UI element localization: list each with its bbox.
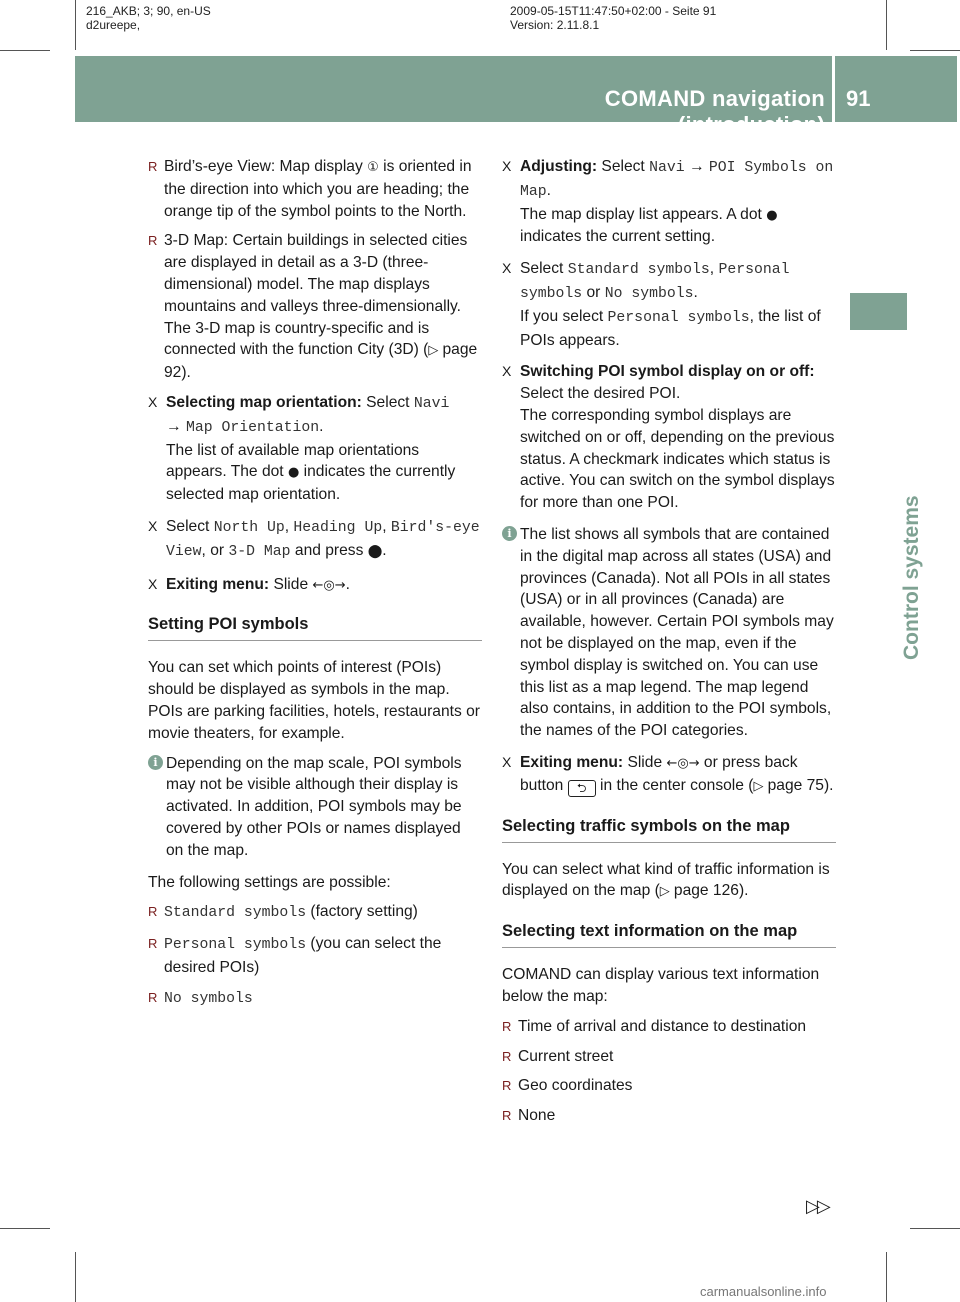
step-select-symbols [502, 258, 836, 351]
section-side-label [878, 340, 923, 660]
arrow-icon: → [166, 417, 186, 435]
step-marker-icon: X [148, 393, 158, 410]
step-marker-icon: X [502, 753, 512, 770]
page-ref-link[interactable]: page 92 [164, 341, 478, 382]
menu-item-navi: Navi [649, 160, 685, 176]
text: ). [823, 776, 834, 794]
option-north-up: North Up [213, 519, 285, 536]
option-standard-symbols: Standard symbols [567, 262, 710, 279]
bullet-marker: R [502, 1108, 512, 1124]
text: or [582, 283, 605, 301]
step-heading: Adjusting: [520, 158, 598, 175]
bullet-marker: R [148, 233, 158, 249]
option-personal-symbols: Personal symbols [164, 937, 307, 954]
step-marker-icon: X [502, 363, 512, 380]
list-item [502, 1016, 836, 1038]
option-personal-symbols: Personal symbols [520, 262, 790, 302]
text: . [693, 283, 698, 301]
text: Slide [623, 753, 667, 771]
step-adjusting [502, 156, 836, 248]
list-item [148, 933, 482, 979]
dot-icon: ● [287, 465, 300, 481]
option-no-symbols: No symbols [604, 285, 694, 302]
text: Slide [269, 575, 313, 593]
page-ref-link[interactable]: page 75 [767, 776, 824, 794]
text: , [382, 517, 391, 535]
meta-left-line1: 216_AKB; 3; 90, en-US [86, 4, 211, 18]
bullet-marker: R [502, 1078, 512, 1094]
text: None [518, 1107, 556, 1125]
list-item [502, 1075, 836, 1097]
paragraph: COMAND can display various text information below the map: [502, 966, 820, 1005]
controller-slide-icon: ←◎→ [312, 577, 346, 593]
bullet-3d-map [148, 230, 482, 384]
text: The map display list appears. A dot [520, 205, 767, 223]
meta-left-line2: d2ureepe, [86, 18, 141, 32]
print-meta-right [510, 4, 716, 32]
paragraph: The following settings are possible: [148, 873, 391, 891]
text: . [319, 417, 324, 435]
controller-press-icon: ⬤ [367, 543, 383, 559]
info-note [502, 524, 836, 742]
dot-icon: ● [766, 207, 778, 223]
list-item [148, 987, 482, 1011]
continue-icon: ▷▷ [806, 1196, 828, 1216]
page-ref-icon: ▷ [659, 884, 674, 900]
info-note [148, 753, 482, 862]
menu-item-map-orientation: Map Orientation [185, 419, 320, 436]
text: The list of available map orientations appears. The dot [166, 441, 420, 481]
bullet-marker: R [502, 1018, 512, 1034]
text: . [546, 181, 551, 199]
text: or press back button [520, 753, 798, 794]
text: Select [520, 260, 568, 278]
step-heading: Switching POI symbol display on or off: [520, 363, 815, 381]
text: , [709, 260, 719, 278]
menu-item-poi-symbols-on-map: POI Symbols on Map [520, 160, 834, 200]
text: Depending on the map scale, POI symbols may not be visible although their display is activated. In addition, POI symbols may be covered by other POIs or names displayed on the map. [166, 754, 462, 859]
list-item [502, 1046, 836, 1068]
section-heading-traffic-symbols: Selecting traffic symbols on the map [502, 816, 836, 843]
step-heading: Selecting map orientation: [166, 393, 362, 411]
text: Geo coordinates [518, 1077, 633, 1095]
text: ). [181, 364, 191, 382]
text: . [382, 541, 387, 559]
step-marker-icon: X [148, 575, 158, 592]
text: 3-D Map: Certain buildings in selected cities are displayed in detail as a 3-D (three-dimensional) model. The map displays mountains and valleys three-dimensionally. The 3-D map is country-specific and is connected with the function City (3D) ( [164, 232, 468, 359]
bullet-marker: R [148, 159, 158, 174]
text: Time of arrival and distance to destination [518, 1017, 807, 1035]
meta-right-line2: Version: 2.11.8.1 [510, 18, 600, 32]
step-marker-icon: X [148, 517, 158, 534]
text: Select [166, 517, 214, 535]
option-heading-up: Heading Up [293, 519, 383, 536]
option-standard-symbols: Standard symbols [164, 905, 307, 922]
paragraph [502, 859, 836, 904]
text: The list shows all symbols that are contained in the digital map across all states (USA) and provinces (Canada). Not all POIs in all states (USA) or in all provinces (Canada) are available, however. Certain POI symbols may not be displayed on the map, even if the symbol display is switched on. You can use this list as a map legend. The map legend also contains, in addition to the POI symbols, the names of the POI categories. [520, 525, 834, 740]
text: Select [361, 393, 414, 411]
text: Select [597, 158, 650, 175]
text: . [345, 575, 350, 593]
arrow-icon: → [684, 158, 709, 175]
header-divider [832, 56, 835, 122]
callout-1-icon: ① [367, 160, 379, 175]
menu-item-navi: Navi [413, 395, 450, 412]
text: Current street [518, 1047, 614, 1065]
bullet-marker: R [148, 936, 158, 952]
info-icon: i [148, 755, 163, 770]
text: (factory setting) [306, 903, 418, 921]
list-item [148, 901, 482, 925]
option-personal-symbols: Personal symbols [607, 309, 750, 326]
print-meta-left [86, 4, 211, 32]
bullet-marker: R [502, 1048, 512, 1064]
step-exiting-menu [148, 574, 482, 597]
step-marker-icon: X [502, 158, 512, 174]
info-icon: i [502, 526, 517, 541]
bullet-marker: R [148, 989, 158, 1005]
text: indicates the currently selected map orientation. [166, 463, 456, 504]
text: The corresponding symbol displays are switched on or off, depending on the previous status. A checkmark indicates which status is active. You can switch on the symbol displays for more than one POI. [520, 406, 835, 512]
option-birds-eye-view: Bird's-eye View [166, 519, 480, 560]
watermark: carmanualsonline.info [700, 1284, 827, 1299]
text: indicates the current setting. [520, 228, 716, 246]
step-marker-icon: X [502, 260, 512, 277]
step-select-orientation [148, 516, 482, 564]
page-ref-icon: ▷ [428, 343, 443, 359]
text: and press [290, 541, 368, 559]
text: (you can select the desired POIs) [164, 935, 442, 976]
page-ref-link[interactable]: page 126 [673, 882, 739, 900]
bullet-birds-eye [148, 156, 482, 222]
step-heading: Exiting menu: [166, 575, 270, 593]
section-heading-poi-symbols: Setting POI symbols [148, 614, 482, 641]
controller-slide-icon: ←◎→ [666, 755, 700, 771]
page-ref-icon: ▷ [753, 778, 768, 794]
text: Bird’s-eye View: Map display [164, 158, 368, 175]
text: , or [201, 541, 229, 559]
paragraph: You can set which points of interest (POIs) should be displayed as symbols in the map. POIs are parking facilities, hotels, restaurants or movie theaters, for example. [148, 659, 480, 742]
step-heading: Exiting menu: [520, 753, 624, 771]
option-no-symbols: No symbols [164, 990, 253, 1007]
step-selecting-orientation [148, 392, 482, 506]
page-number: 91 [846, 86, 871, 111]
section-heading-text-information: Selecting text information on the map [502, 921, 836, 948]
text: , [284, 517, 294, 535]
text: ). [738, 882, 749, 900]
text: You can select what kind of traffic information is displayed on the map ( [502, 860, 830, 900]
section-side-label-text: Control systems [900, 495, 923, 660]
step-exiting-menu [502, 752, 836, 798]
option-3d-map: 3-D Map [228, 543, 291, 560]
text: in the center console ( [595, 776, 754, 794]
left-column [148, 156, 482, 1019]
right-column [502, 156, 836, 1135]
text: is oriented in the direction into which you are heading; the orange tip of the symbol points to the North. [164, 158, 472, 220]
text: Select the desired POI. [520, 385, 681, 403]
bullet-marker: R [148, 904, 158, 920]
text: If you select [520, 307, 608, 325]
text: , the list of POIs appears. [520, 307, 821, 349]
back-button-icon: ⮌ [568, 780, 596, 797]
page-title: COMAND navigation (introduction) [604, 86, 825, 137]
list-item [502, 1105, 836, 1127]
section-tab-marker [850, 293, 907, 330]
meta-right-line1: 2009-05-15T11:47:50+02:00 - Seite 91 [510, 4, 717, 18]
step-switching-poi [502, 361, 836, 514]
